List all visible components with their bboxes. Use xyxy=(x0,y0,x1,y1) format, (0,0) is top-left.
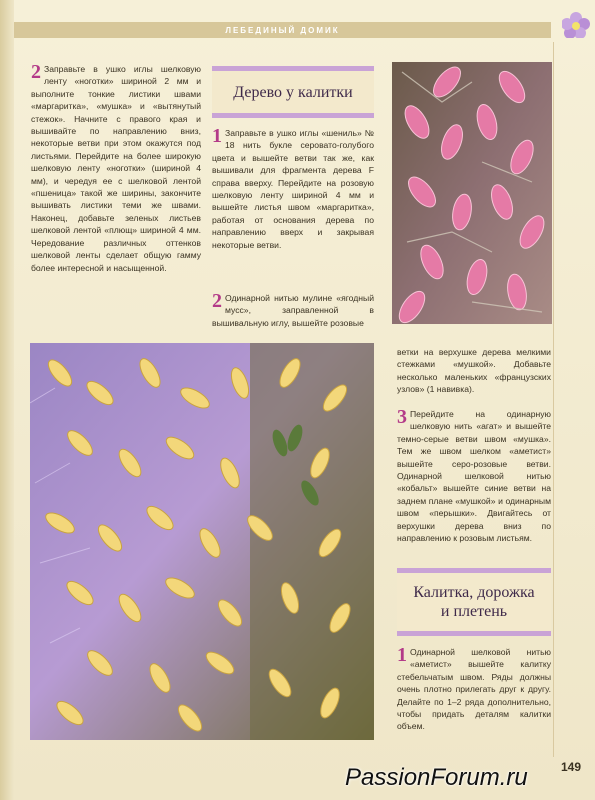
running-header-title: ЛЕБЕДИНЫЙ ДОМИК xyxy=(225,25,340,35)
step-text: Перейдите на одинарную шелковую нить «агат» и вышейте темно-серые ветви швом «мушка». Тем же швом шелком «аметист» вышейте серо-розовые ветви. Одинарной шелковой нитью «кобальт» вышейте синие ветви на заднем плане «мушкой» и одинарным швом «перышки». Двигайтесь от верхушки дерева вниз по направлению к розовым листьям. xyxy=(397,409,551,544)
step-text-continued: ветки на верхушке дерева мелкими стежками «мушкой». Добавьте несколько маленьких «французских узлов» (1 навивка). xyxy=(397,347,551,395)
running-header xyxy=(14,22,551,38)
flower-ornament-icon xyxy=(562,12,590,38)
section-heading-gate xyxy=(397,568,551,636)
tree-step-3-paragraph xyxy=(397,408,551,544)
tree-step-1-paragraph xyxy=(212,127,374,251)
step-number: 2 xyxy=(31,61,41,83)
right-margin-rule xyxy=(553,42,554,757)
embroidery-photo-yellow-tree xyxy=(30,343,374,740)
section-heading-tree xyxy=(212,66,374,118)
step-number: 3 xyxy=(397,406,407,428)
section-heading-tree-text: Дерево у калитки xyxy=(233,83,353,101)
step-text: Одинарной нитью мулине «ягодный мусс», заправленной в вышивальную иглу, вышейте розовые xyxy=(212,293,374,328)
step-text: Заправьте в ушко иглы «шениль» № 18 нить букле серовато-голубого цвета и вышейте ветви так же, как вышивали для фрагмента дерева F справа вверху. Перейдите на розовую шелковую ленту шириной 4 мм и вышейте листья швом «маргаритка», работая от основания дерева по направлению вверх и закрывая некоторые ветви. xyxy=(212,128,374,250)
tree-step-2-continued xyxy=(397,346,551,396)
embroidery-photo-pink-leaves xyxy=(392,62,552,324)
page-number: 149 xyxy=(560,760,581,774)
step-number: 1 xyxy=(397,644,407,666)
page-binding-edge xyxy=(0,0,14,800)
step-text: Заправьте в ушко иглы шелковую ленту «ноготки» шириной 2 мм и выполните тонкие листики швами «маргаритка», «мушка» и «вытянутый стежок». Начните с правого края и вышивайте по направлению вниз, некоторые ветви при этом окажутся под листьями. Перейдите на более широкую шелковую ленту «ноготки» (шириной 4 мм), и чередуя ее с шелковой лентой «пшеница» такой же ширины, закончите вышивать листики теми же швами. Наконец, добавьте зеленых листьев шелковой лентой «плющ» шириной 4 мм. Чередование различных оттенков шелковой ленты сделает общую гамму более интересной и насыщенной. xyxy=(31,64,201,273)
step-number: 1 xyxy=(212,125,222,147)
step-2-leaves-paragraph xyxy=(31,63,201,274)
step-number: 2 xyxy=(212,290,222,312)
section-heading-gate-line1: Калитка, дорожка xyxy=(413,584,535,601)
gate-step-1-paragraph xyxy=(397,646,551,733)
tree-step-2-paragraph xyxy=(212,292,374,329)
section-heading-gate-line2: и плетень xyxy=(440,603,508,620)
step-text: Одинарной шелковой нитью «аметист» вышейте калитку стебельчатым швом. Ряды должны очень плотно прилегать друг к другу. Делайте по 1–2 ряда дополнительно, чтобы придать деталям калитки объем. xyxy=(397,647,551,732)
site-watermark: PassionForum.ru xyxy=(345,764,528,791)
